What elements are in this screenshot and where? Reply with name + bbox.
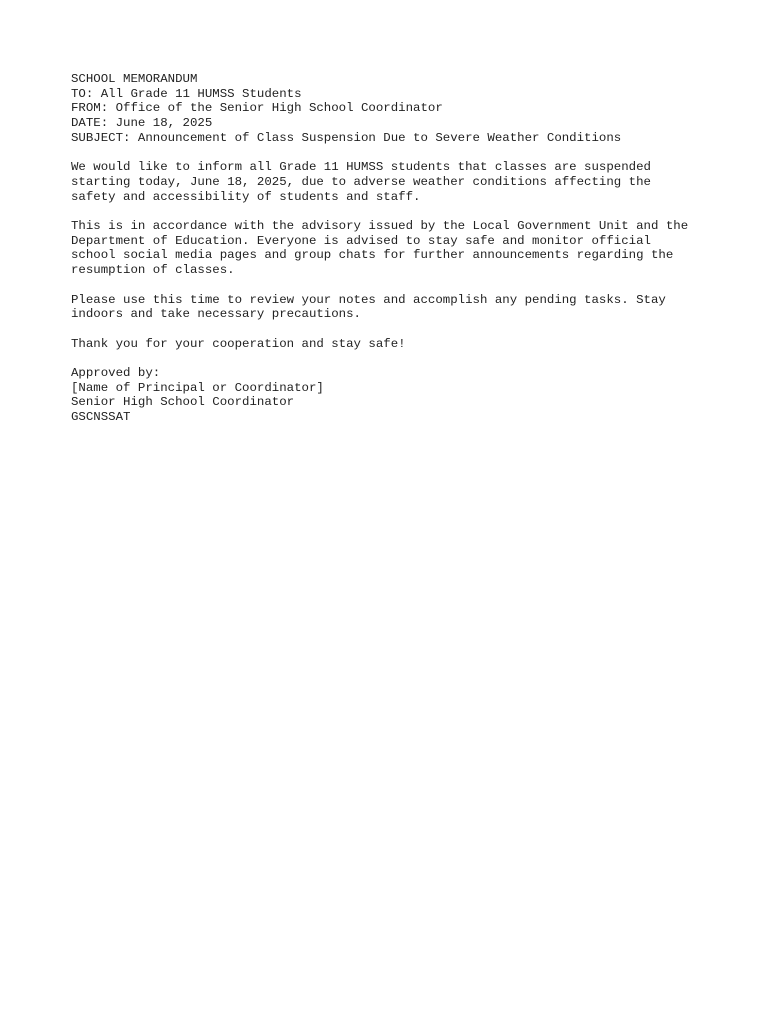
spacer xyxy=(71,278,731,293)
signatory-position: Senior High School Coordinator xyxy=(71,395,295,410)
memo-header xyxy=(71,72,731,146)
spacer xyxy=(71,146,731,161)
spacer xyxy=(71,204,731,219)
paragraph-line: Please use this time to review your notes and accomplish any pending tasks. Stay xyxy=(71,292,666,307)
paragraph-1 xyxy=(71,160,731,204)
paragraph-line: This is in accordance with the advisory issued by the Local Government Unit and the xyxy=(71,219,689,233)
memo-title: SCHOOL MEMORANDUM xyxy=(71,72,198,86)
memo-subject: SUBJECT: Announcement of Class Suspension Due to Severe Weather Conditions xyxy=(71,130,622,145)
memorandum-document xyxy=(71,72,731,425)
memo-to: TO: All Grade 11 HUMSS Students xyxy=(71,86,302,101)
spacer xyxy=(71,322,731,337)
paragraph-line: starting today, June 18, 2025, due to adverse weather conditions affecting the xyxy=(71,174,651,189)
paragraph-2 xyxy=(71,219,731,278)
paragraph-3 xyxy=(71,293,731,322)
paragraph-line: We would like to inform all Grade 11 HUMSS students that classes are suspended xyxy=(71,160,651,175)
paragraph-line: Department of Education. Everyone is advised to stay safe and monitor official xyxy=(71,233,651,248)
signature-block xyxy=(71,366,731,425)
signatory-name: [Name of Principal or Coordinator] xyxy=(71,380,324,395)
school-name: GSCNSSAT xyxy=(71,410,131,425)
paragraph-line: safety and accessibility of students and staff. xyxy=(71,189,421,204)
memo-date: DATE: June 18, 2025 xyxy=(71,116,213,131)
spacer xyxy=(71,351,731,366)
paragraph-line: Thank you for your cooperation and stay safe! xyxy=(71,336,406,351)
memo-from: FROM: Office of the Senior High School Coordinator xyxy=(71,101,443,116)
paragraph-line: resumption of classes. xyxy=(71,263,235,278)
paragraph-4 xyxy=(71,337,731,352)
paragraph-line: school social media pages and group chats for further announcements regarding the xyxy=(71,248,674,263)
approved-by-label: Approved by: xyxy=(71,365,161,380)
paragraph-line: indoors and take necessary precautions. xyxy=(71,307,361,322)
